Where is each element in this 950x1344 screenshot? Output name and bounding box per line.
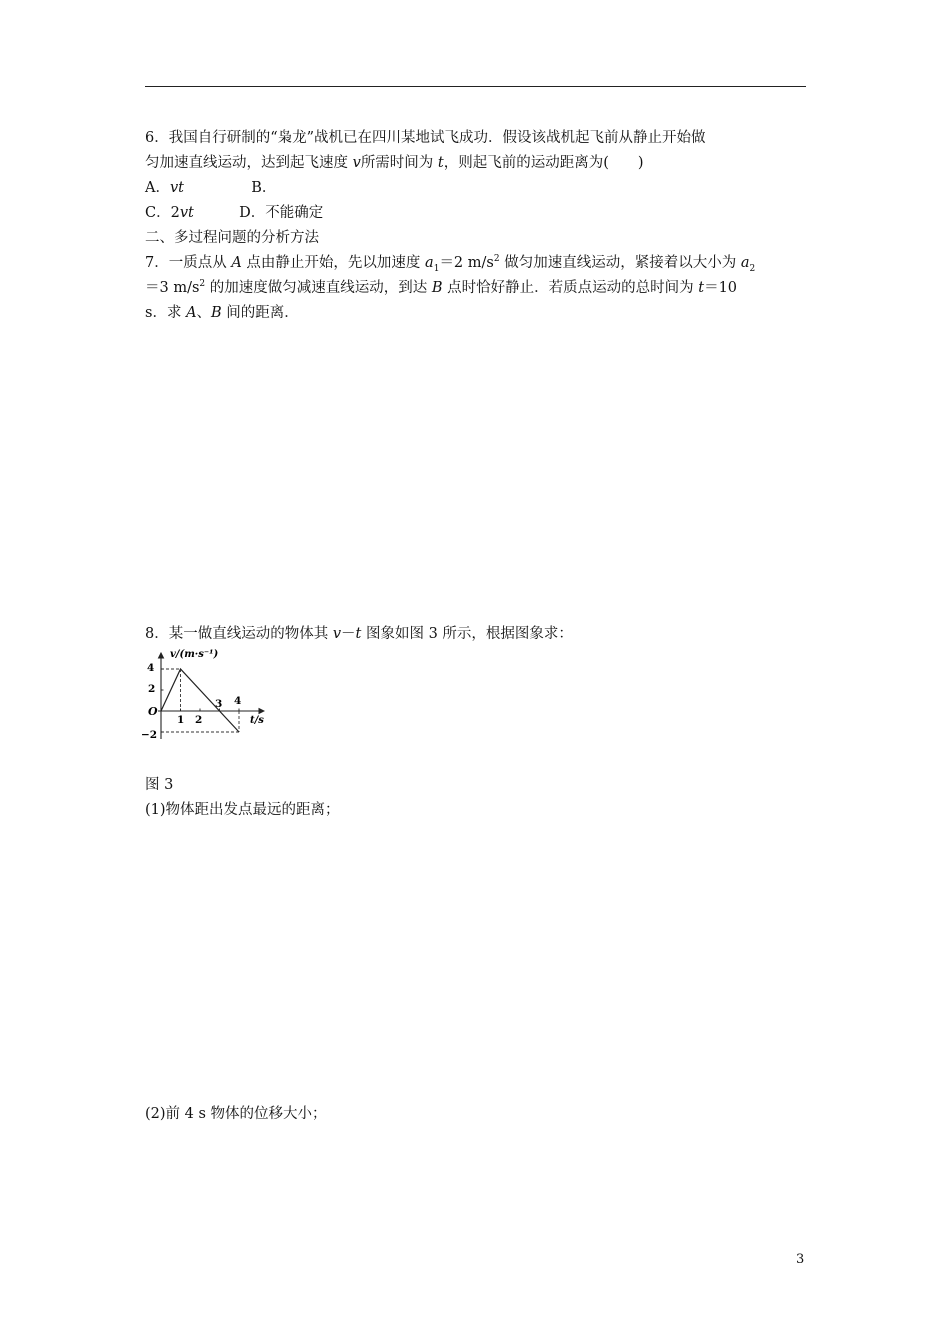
header-rule xyxy=(145,86,806,87)
page-number: 3 xyxy=(796,1252,805,1267)
section-heading: 二、多过程问题的分析方法 xyxy=(145,230,319,246)
q7-line-3: s．求 A、B 间的距离． xyxy=(145,305,299,321)
x-tick-4: 4 xyxy=(234,695,242,707)
y-tick-neg2: −2 xyxy=(141,729,158,741)
option-c: C．2vt xyxy=(145,205,194,221)
option-b: B． xyxy=(251,180,277,196)
x-tick-1: 1 xyxy=(177,714,185,726)
q8-line-1: 8．某一做直线运动的物体其 v－t 图象如图 3 所示，根据图象求： xyxy=(145,626,573,642)
q7-line-1: 7．一质点从 A 点由静止开始，先以加速度 $a_1=2$ $m/s^2$ 做匀加速直线运动，紧接着以大小为 $a_2$ xyxy=(145,254,756,274)
q6-options-cd xyxy=(145,203,323,223)
x-tick-2: 2 xyxy=(195,714,203,726)
x-axis-label: t/s xyxy=(250,715,264,726)
q8-part-1: (1)物体距出发点最远的距离； xyxy=(145,802,340,818)
y-tick-2: 2 xyxy=(148,683,156,695)
y-tick-4: 4 xyxy=(147,662,155,674)
option-d: D．不能确定 xyxy=(239,205,324,221)
q8-part-2: (2)前 4 s 物体的位移大小； xyxy=(145,1106,327,1122)
q6-line-2: 匀加速直线运动，达到起飞速度 v所需时间为 t，则起飞前的运动距离为( ) xyxy=(145,155,644,171)
vt-graph xyxy=(140,645,280,745)
y-axis-label: v/(m·s⁻¹) xyxy=(170,649,219,660)
origin-label: O xyxy=(148,705,158,718)
q7-line-2: ＝3 $m/s^2$ 的加速度做匀减速直线运动，到达 B 点时恰好静止．若质点运动的总时间为 t＝10 xyxy=(145,279,738,296)
q6-options-ab xyxy=(145,178,276,198)
option-a: A．vt xyxy=(145,180,185,196)
q6-line-1: 6．我国自行研制的“枭龙”战机已在四川某地试飞成功．假设该战机起飞前从静止开始做 xyxy=(145,130,706,146)
x-tick-3: 3 xyxy=(215,698,223,710)
figure-caption: 图 3 xyxy=(145,777,174,793)
